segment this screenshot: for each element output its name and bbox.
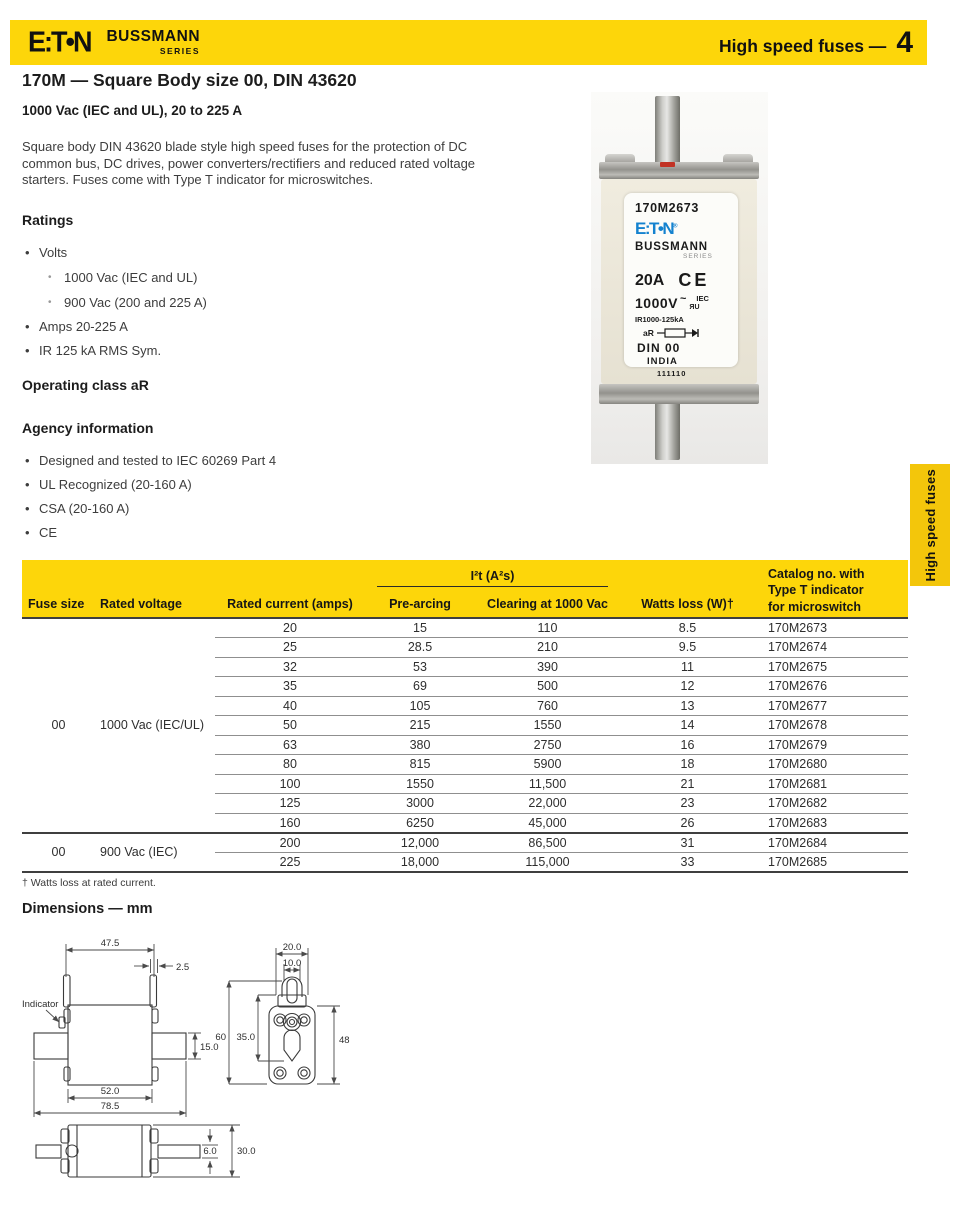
table-cell: 13: [620, 696, 755, 716]
ac-symbol-icon: ~: [679, 293, 687, 305]
table-cell: 125: [215, 794, 365, 814]
dimension-drawings: [20, 933, 370, 1195]
table-header-rated-voltage: Rated voltage: [95, 587, 215, 618]
table-header-watts-loss: Watts loss (W)†: [620, 587, 755, 618]
table-cell: 160: [215, 813, 365, 833]
series-name: BUSSMANN: [106, 28, 201, 46]
svg-text:60: 60: [215, 1032, 226, 1043]
spec-table-wrap: [22, 560, 908, 873]
list-item-label: CSA (20-160 A): [39, 500, 130, 516]
fuse-rating-row: [635, 270, 738, 291]
spec-table-header: [22, 560, 908, 618]
table-cell: 11: [620, 657, 755, 677]
series-subtitle: SERIES: [683, 253, 713, 260]
table-cell: 760: [475, 696, 620, 716]
table-cell: 170M2681: [755, 774, 908, 794]
table-cell: 16: [620, 735, 755, 755]
dimensions-heading: Dimensions — mm: [22, 901, 153, 917]
svg-text:20.0: 20.0: [282, 942, 302, 953]
bussmann-series-block: [106, 29, 200, 56]
table-cell: 815: [365, 755, 475, 775]
table-cell: 25: [215, 638, 365, 658]
fuse-indicator: [660, 162, 675, 167]
list-item: [22, 477, 487, 492]
bullet-icon: •: [48, 271, 52, 283]
table-cell: 1550: [365, 774, 475, 794]
list-item: [22, 343, 487, 358]
table-span-header: I²t (A²s): [365, 560, 620, 587]
table-cell: 69: [365, 677, 475, 697]
table-cell: 80: [215, 755, 365, 775]
dimension-drawing-svg: [20, 933, 370, 1195]
table-cell: 200: [279, 835, 301, 850]
table-header-catalog: Catalog no. with Type T indicator for microswitch: [755, 560, 908, 618]
fuse-top-cap: [599, 162, 759, 179]
table-cell: 14: [620, 716, 755, 736]
svg-text:15.0: 15.0: [200, 1042, 219, 1053]
chapter-side-tab: [910, 464, 950, 586]
table-cell: 00: [51, 718, 66, 733]
svg-text:48: 48: [339, 1035, 350, 1046]
svg-text:47.5: 47.5: [100, 938, 120, 949]
table-cell: 18: [620, 755, 755, 775]
table-cell: 23: [620, 794, 755, 814]
list-item: [48, 270, 487, 285]
section-header: [719, 25, 913, 59]
table-cell: 170M2673: [768, 621, 828, 635]
svg-text:35.0: 35.0: [236, 1032, 255, 1043]
table-cell: 20: [283, 621, 297, 635]
table-cell: 100: [215, 774, 365, 794]
table-header-cell: [22, 560, 95, 587]
list-item: [22, 525, 487, 540]
table-cell: 50: [215, 716, 365, 736]
table-cell: 170M2675: [755, 657, 908, 677]
bullet-icon: •: [25, 476, 30, 492]
fuse-top-blade: [655, 96, 680, 166]
list-item: [22, 453, 487, 468]
table-header-cell: [620, 560, 755, 587]
spec-table: [22, 560, 908, 873]
fuse-class-row: [643, 327, 738, 339]
list-item-label: UL Recognized (20-160 A): [39, 476, 192, 492]
table-cell: 33: [620, 852, 755, 872]
table-cell: 170M2684: [768, 835, 828, 850]
ce-mark-icon: CE: [678, 270, 710, 290]
table-cell: 9.5: [620, 638, 755, 658]
table-cell: 210: [475, 638, 620, 658]
table-row: [22, 833, 908, 853]
table-cell: 390: [475, 657, 620, 677]
list-item-label: 900 Vac (200 and 225 A): [64, 294, 207, 310]
table-cell: 170M2676: [755, 677, 908, 697]
fuse-ir-rating: IR1000-125kA: [635, 315, 684, 324]
table-group: [22, 833, 908, 872]
table-cell: 3000: [365, 794, 475, 814]
series-subtitle: SERIES: [159, 45, 201, 56]
table-cell: 5900: [475, 755, 620, 775]
front-view: [22, 938, 219, 1117]
table-cell: 170M2674: [755, 638, 908, 658]
fuse-din-size: DIN 00: [637, 341, 681, 355]
table-cell: 170M2683: [755, 813, 908, 833]
fuse-symbol-icon: [657, 327, 701, 339]
operating-class-heading: Operating class aR: [22, 376, 149, 393]
bullet-icon: •: [25, 342, 30, 358]
table-cell: 170M2685: [755, 852, 908, 872]
table-header-cell: [215, 560, 365, 587]
fuse-class: aR: [643, 328, 654, 338]
svg-text:52.0: 52.0: [100, 1086, 120, 1097]
fuse-date-code: 111110: [657, 369, 687, 378]
table-header-clearing: Clearing at 1000 Vac: [475, 587, 620, 618]
bullet-icon: •: [25, 452, 30, 468]
table-cell: 26: [620, 813, 755, 833]
table-cell: 2750: [475, 735, 620, 755]
table-cell: 380: [365, 735, 475, 755]
fuse-body: [601, 179, 757, 384]
list-item-label: Volts: [39, 244, 68, 260]
table-cell: 22,000: [475, 794, 620, 814]
table-row: [22, 618, 908, 638]
bullet-icon: •: [25, 524, 30, 540]
eaton-logo: E:T•N: [28, 26, 91, 58]
list-item-label: Amps 20-225 A: [39, 318, 128, 334]
svg-text:2.5: 2.5: [176, 962, 190, 973]
section-title: High speed fuses —: [719, 35, 887, 56]
table-cell: 15: [413, 621, 427, 635]
fuse-voltage-row: [635, 295, 738, 311]
table-cell: 6250: [365, 813, 475, 833]
chapter-side-tab-label: High speed fuses: [922, 468, 938, 582]
table-header-pre-arcing: Pre-arcing: [365, 587, 475, 618]
table-cell: 12: [620, 677, 755, 697]
table-cell: 170M2677: [755, 696, 908, 716]
top-banner: [10, 20, 927, 65]
table-cell: 215: [365, 716, 475, 736]
svg-text:78.5: 78.5: [100, 1101, 120, 1112]
bullet-icon: •: [25, 500, 30, 516]
bullet-icon: •: [25, 318, 30, 334]
agency-heading: Agency information: [22, 419, 154, 436]
fuse-amp-rating: 20A: [635, 271, 665, 289]
table-cell: 28.5: [365, 638, 475, 658]
table-cell: 53: [365, 657, 475, 677]
table-group: [22, 618, 908, 833]
bullet-icon: •: [48, 296, 52, 308]
agency-marks: [689, 295, 709, 311]
page-subtitle: 1000 Vac (IEC and UL), 20 to 225 A: [22, 103, 243, 118]
iec-mark: IEC: [696, 294, 709, 303]
list-item: [22, 501, 487, 516]
table-cell: 11,500: [475, 774, 620, 794]
fuse-label: [624, 193, 738, 378]
table-cell: 21: [620, 774, 755, 794]
list-item-label: IR 125 kA RMS Sym.: [39, 342, 162, 358]
table-cell: 1550: [475, 716, 620, 736]
ul-recognized-icon: ЯU: [689, 303, 700, 311]
table-cell: 8.5: [678, 621, 697, 635]
svg-text:6.0: 6.0: [203, 1146, 217, 1157]
table-cell: 170M2679: [755, 735, 908, 755]
fuse-voltage: 1000V: [635, 295, 678, 311]
table-cell: 31: [680, 835, 695, 850]
fuse-country: INDIA: [647, 356, 678, 367]
list-item: [48, 295, 487, 310]
table-cell: 115,000: [475, 852, 620, 872]
table-cell: 225: [215, 852, 365, 872]
bullet-icon: •: [25, 244, 30, 260]
table-header-cell: [95, 560, 215, 587]
list-item-label: CE: [39, 524, 58, 540]
product-photo: [591, 92, 768, 464]
page-title: 170M — Square Body size 00, DIN 43620: [22, 70, 357, 90]
list-item-label: 1000 Vac (IEC and UL): [64, 269, 198, 285]
side-view: [36, 1125, 256, 1177]
table-cell: 86,500: [528, 835, 567, 850]
table-cell: 18,000: [365, 852, 475, 872]
list-item-label: Designed and tested to IEC 60269 Part 4: [39, 452, 277, 468]
svg-text:30.0: 30.0: [237, 1146, 256, 1157]
fuse-part-number: 170M2673: [635, 201, 699, 215]
table-cell: 170M2682: [755, 794, 908, 814]
series-name: BUSSMANN: [635, 241, 708, 253]
table-cell: 105: [365, 696, 475, 716]
ratings-heading: Ratings: [22, 211, 74, 228]
list-item: [22, 319, 487, 334]
table-cell: 45,000: [475, 813, 620, 833]
table-cell: 500: [475, 677, 620, 697]
table-cell: 40: [215, 696, 365, 716]
table-cell: 00: [51, 845, 66, 859]
table-header-rated-current: Rated current (amps): [215, 587, 365, 618]
table-cell: 1000 Vac (IEC/UL): [100, 718, 204, 733]
table-footnote: † Watts loss at rated current.: [22, 877, 156, 889]
product-description: Square body DIN 43620 blade style high speed fuses for the protection of DC common bus, DC drives, power converters/rectifiers and reduced rated voltage starters. Fuses come with Type T indicator for microswitches.: [22, 139, 476, 187]
fuse-bottom-cap: [599, 384, 759, 404]
table-cell: 110: [537, 621, 558, 635]
brand-block: [28, 26, 201, 58]
table-cell: 63: [215, 735, 365, 755]
list-item: [22, 245, 487, 260]
main-content: [22, 70, 487, 540]
table-cell: 170M2680: [755, 755, 908, 775]
table-cell: 900 Vac (IEC): [100, 845, 178, 859]
table-cell: 12,000: [400, 835, 440, 850]
table-cell: 35: [215, 677, 365, 697]
table-header-fuse-size: Fuse size: [22, 587, 95, 618]
svg-text:Indicator: Indicator: [22, 999, 59, 1010]
fuse-bottom-blade: [655, 404, 680, 460]
eaton-logo: E:T•N®: [635, 219, 678, 238]
table-cell: 170M2678: [755, 716, 908, 736]
top-view: [215, 942, 349, 1084]
section-number: 4: [896, 25, 913, 59]
svg-text:10.0: 10.0: [282, 958, 302, 969]
table-cell: 32: [215, 657, 365, 677]
